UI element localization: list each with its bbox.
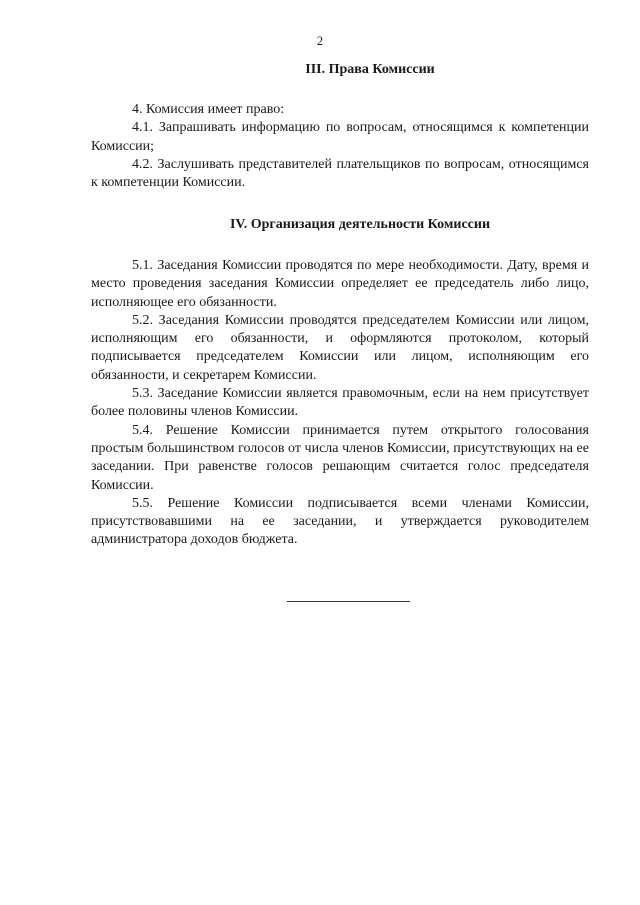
paragraph-4-1: 4.1. Запрашивать информацию по вопросам, относящимся к компетенции Комиссии; <box>91 120 589 154</box>
page-number: 2 <box>316 34 324 48</box>
section-4-body <box>91 257 589 550</box>
paragraph-5-1: 5.1. Заседания Комиссии проводятся по мере необходимости. Дату, время и место проведения заседания Комиссии определяет ее председатель либо лицо, исполняющее его обязанности. <box>91 258 589 310</box>
end-separator-line <box>287 601 410 602</box>
paragraph-4: 4. Комиссия имеет право: <box>132 102 285 117</box>
paragraph-4-2: 4.2. Заслушивать представителей плательщиков по вопросам, относящимся к компетенции Комиссии. <box>91 156 589 191</box>
paragraph-5-5: 5.5. Решение Комиссии подписывается всеми членами Комиссии, присутствовавшими на ее заседании, и утверждается руководителем администратора доходов бюджета. <box>91 495 589 548</box>
paragraph-5-3: 5.3. Заседание Комиссии является правомочным, если на нем присутствует более половины членов Комиссии. <box>91 386 589 420</box>
paragraph-5-4: 5.4. Решение Комиссии принимается путем открытого голосования простым большинством голосов от числа членов Комиссии, присутствующих на ее заседании. При равенстве голосов решающим считается голос председателя Комиссии. <box>91 422 589 493</box>
paragraph-5-2: 5.2. Заседания Комиссии проводятся председателем Комиссии или лицом, исполняющим его обязанности, и оформляются протоколом, который подписывается председателем Комиссии или лицом, исполняющим его обязанности, и секретарем Комиссии. <box>91 312 589 383</box>
section-4-heading: IV. Организация деятельности Комиссии <box>229 217 491 232</box>
section-3-body <box>91 101 589 192</box>
section-3-heading: III. Права Комиссии <box>305 62 435 77</box>
